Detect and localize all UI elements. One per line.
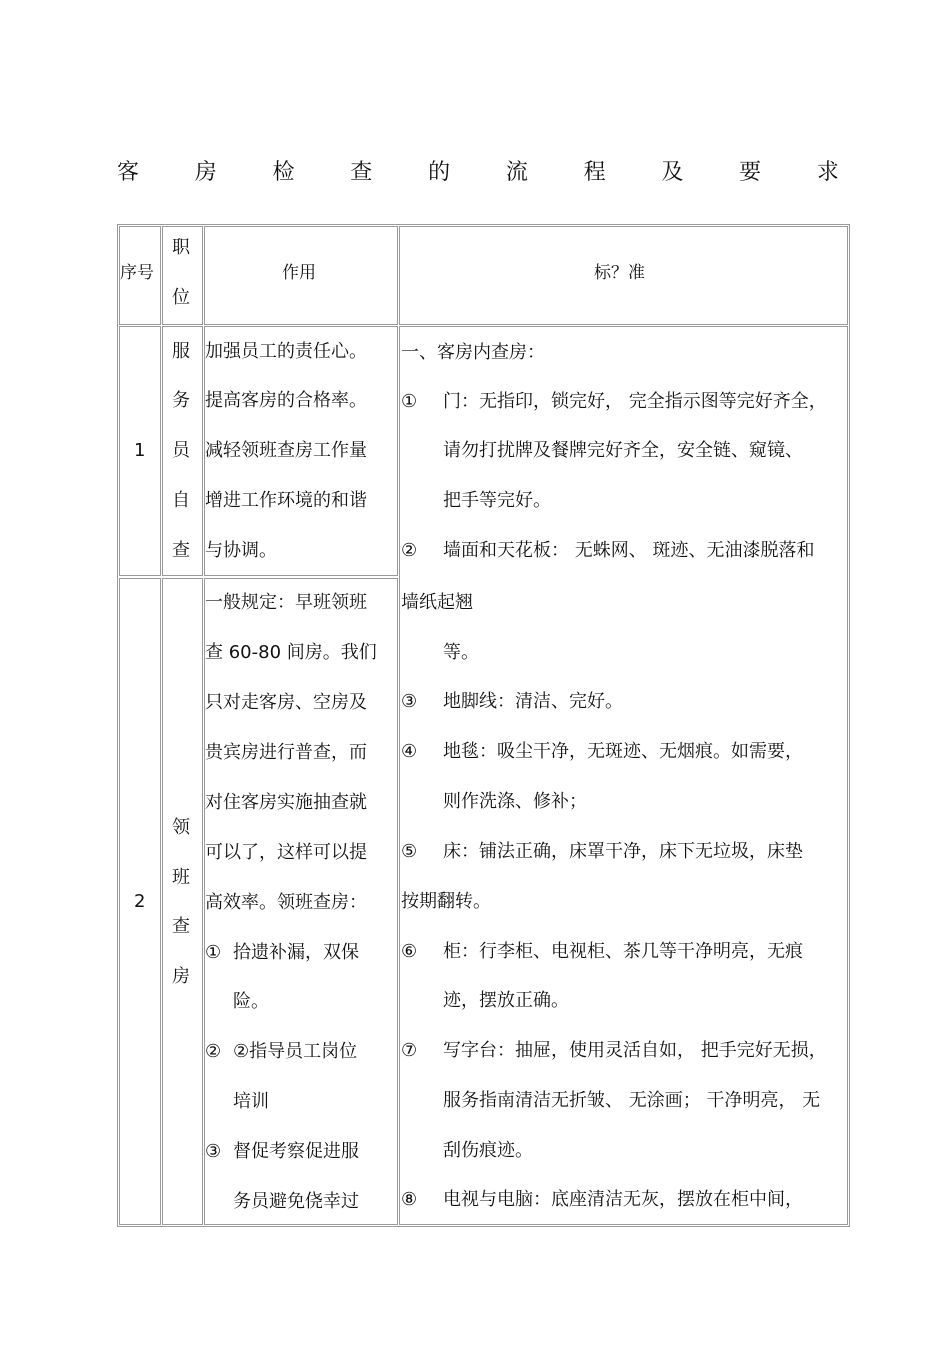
standard-line: 服务指南清洁无折皱、 无涂画； 干净明亮， 无 bbox=[443, 1090, 821, 1111]
row1-position-char: 查 bbox=[172, 540, 190, 561]
title-char: 程 bbox=[583, 160, 606, 185]
header-standard: 标？准 bbox=[594, 263, 645, 283]
standard-marker: ③ bbox=[401, 691, 418, 712]
standard-line: 地毯：吸尘干净，无斑迹、无烟痕。如需要， bbox=[443, 741, 803, 762]
page-title bbox=[117, 158, 839, 188]
standard-marker: ② bbox=[401, 540, 418, 561]
standard-line: 把手等完好。 bbox=[443, 490, 551, 511]
row1-position-char: 员 bbox=[172, 440, 190, 461]
row2-function-line: 可以了，这样可以提 bbox=[205, 842, 367, 863]
title-char: 检 bbox=[272, 160, 295, 185]
row1-function-line: 提高客房的合格率。 bbox=[205, 390, 367, 411]
title-char: 及 bbox=[661, 160, 684, 185]
standard-line: 请勿打扰牌及餐牌完好齐全，安全链、窥镜、 bbox=[443, 440, 803, 461]
title-char: 流 bbox=[505, 160, 528, 185]
standard-line: 则作洗涤、修补； bbox=[443, 791, 587, 812]
standard-line: 刮伤痕迹。 bbox=[443, 1140, 533, 1161]
row2-function-line: 高效率。领班查房： bbox=[205, 892, 367, 913]
title-char: 房 bbox=[194, 160, 217, 185]
row2-function-line: 贵宾房进行普查，而 bbox=[205, 742, 367, 763]
row1-function-line: 与协调。 bbox=[205, 540, 277, 561]
row1-position-char: 服 bbox=[172, 341, 190, 362]
title-char: 求 bbox=[816, 160, 839, 185]
row2-item-line: 督促考察促进服 bbox=[233, 1141, 359, 1162]
row2-item-line: 拾遗补漏，双保 bbox=[233, 942, 359, 963]
standard-heading: 一、客房内查房： bbox=[401, 342, 545, 363]
standard-marker: ⑤ bbox=[401, 841, 418, 862]
standard-marker: ⑥ bbox=[401, 941, 418, 962]
row2-position-char: 查 bbox=[172, 916, 190, 937]
row1-position-char: 自 bbox=[172, 490, 190, 511]
standard-line: 地脚线：清洁、完好。 bbox=[443, 691, 623, 712]
row2-item-marker: ② bbox=[205, 1041, 222, 1062]
row2-item-line: ②指导员工岗位 bbox=[233, 1041, 358, 1062]
standard-line: 门：无指印，锁完好， 完全指示图等完好齐全， bbox=[443, 391, 827, 412]
standard-marker: ⑧ bbox=[401, 1189, 418, 1210]
row2-position-char: 房 bbox=[172, 966, 190, 987]
row1-function-line: 加强员工的责任心。 bbox=[205, 341, 367, 362]
title-char: 客 bbox=[117, 160, 140, 185]
row1-function-line: 增进工作环境的和谐 bbox=[205, 490, 367, 511]
standard-marker: ⑦ bbox=[401, 1040, 418, 1061]
row1-position-char: 务 bbox=[172, 390, 190, 411]
standard-line: 按期翻转。 bbox=[401, 891, 491, 912]
row2-function-line: 只对走客房、空房及 bbox=[205, 692, 367, 713]
standard-line: 迹，摆放正确。 bbox=[443, 990, 569, 1011]
standard-line: 柜：行李柜、电视柜、茶几等干净明亮，无痕 bbox=[443, 941, 803, 962]
row2-position-char: 班 bbox=[172, 867, 190, 888]
standard-line: 写字台：抽屉，使用灵活自如， 把手完好无损， bbox=[443, 1040, 827, 1061]
header-seq: 序号 bbox=[120, 263, 154, 283]
row2-item-line: 培训 bbox=[233, 1091, 269, 1112]
row1-seq: 1 bbox=[134, 440, 146, 461]
header-position-char: 职 bbox=[172, 237, 190, 258]
header-function: 作用 bbox=[282, 263, 316, 283]
standard-line: 墙纸起翘 bbox=[401, 592, 473, 613]
row2-function-line: 对住客房实施抽查就 bbox=[205, 792, 367, 813]
row2-item-line: 险。 bbox=[233, 991, 269, 1012]
standard-line: 墙面和天花板： 无蛛网、 斑迹、无油漆脱落和 bbox=[443, 540, 815, 561]
row2-item-marker: ① bbox=[205, 942, 222, 963]
row2-item-marker: ③ bbox=[205, 1141, 222, 1162]
standard-marker: ① bbox=[401, 391, 418, 412]
title-char: 的 bbox=[428, 160, 451, 185]
row1-function-line: 减轻领班查房工作量 bbox=[205, 440, 367, 461]
title-char: 查 bbox=[350, 160, 373, 185]
row2-function-line: 查 60-80 间房。我们 bbox=[205, 642, 377, 663]
row2-function-line: 一般规定：早班领班 bbox=[205, 592, 367, 613]
standard-marker: ④ bbox=[401, 741, 418, 762]
row2-seq: 2 bbox=[134, 891, 146, 912]
row2-position-char: 领 bbox=[172, 817, 190, 838]
header-position-char: 位 bbox=[172, 287, 190, 308]
row2-cell-position bbox=[162, 578, 203, 1225]
row2-item-line: 务员避免侥幸过 bbox=[233, 1191, 359, 1212]
title-char: 要 bbox=[739, 160, 762, 185]
standard-line: 等。 bbox=[443, 642, 479, 663]
standard-line: 床：铺法正确，床罩干净，床下无垃圾，床垫 bbox=[443, 841, 803, 862]
standard-line: 电视与电脑：底座清洁无灰，摆放在柜中间， bbox=[443, 1189, 803, 1210]
